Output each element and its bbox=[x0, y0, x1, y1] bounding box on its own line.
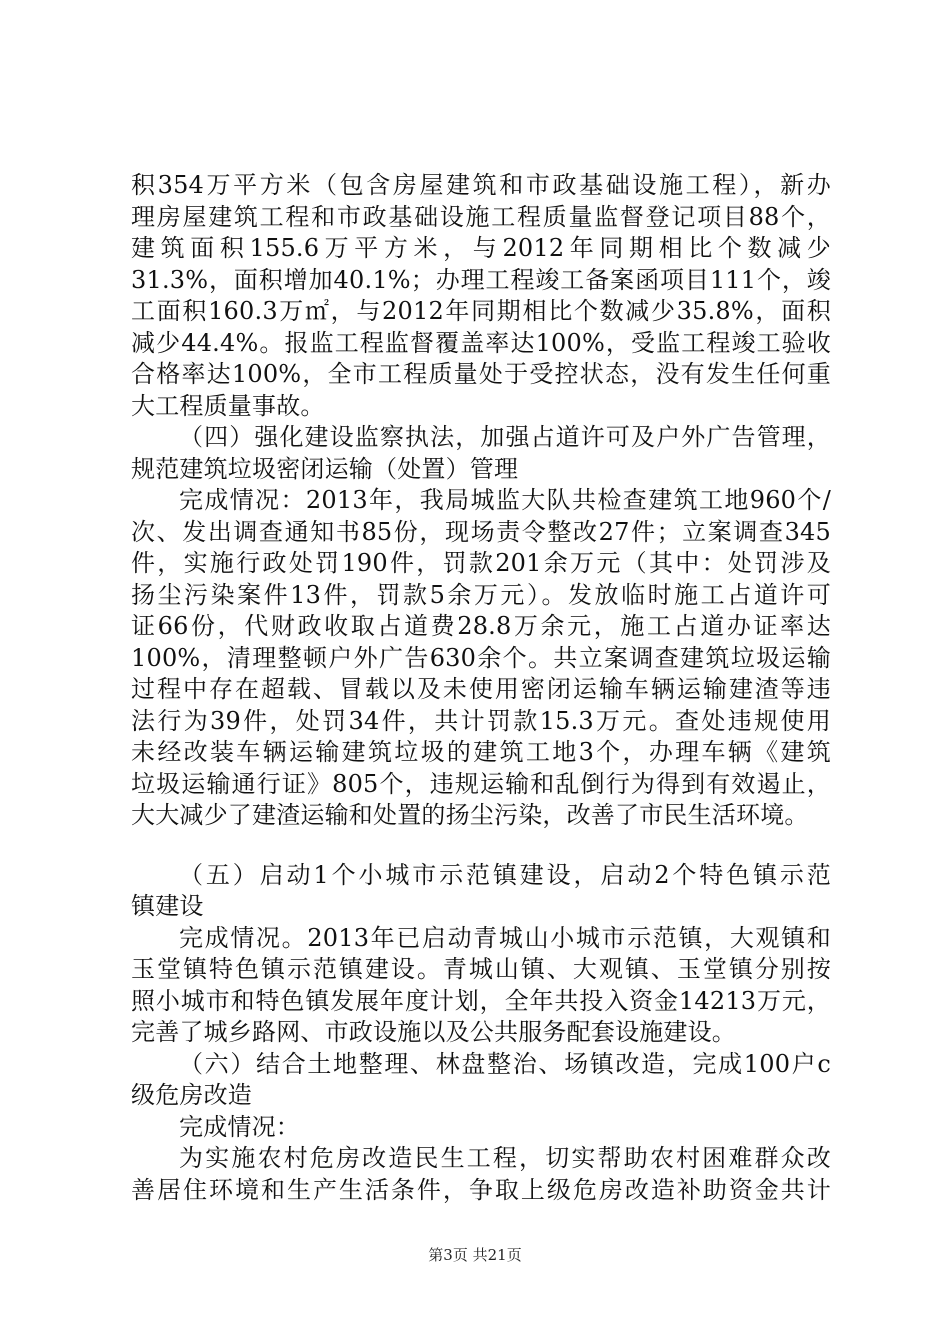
section-heading: （六）结合土地整理、林盘整治、场镇改造，完成100户c bbox=[179, 1049, 831, 1078]
paragraph-gap bbox=[131, 832, 831, 860]
section-heading: （四）强化建设监察执法，加强占道许可及户外广告管理， bbox=[179, 423, 831, 451]
text-line: 大大减少了建渣运输和处置的扬尘污染，改善了市民生活环境。 bbox=[131, 801, 809, 829]
text-line: 积354万平方米（包含房屋建筑和市政基础设施工程），新办 bbox=[131, 171, 831, 199]
text-line: 垃圾运输通行证》805个，违规运输和乱倒行为得到有效遏止， bbox=[131, 769, 831, 798]
text-line: 完善了城乡路网、市政设施以及公共服务配套设施建设。 bbox=[131, 1018, 736, 1046]
section-heading: 规范建筑垃圾密闭运输（处置）管理 bbox=[131, 454, 519, 483]
page-footer bbox=[0, 1245, 950, 1265]
text-line: 证66份，代财政收取占道费28.8万余元，施工占道办证率达 bbox=[131, 612, 831, 640]
section-heading: 级危房改造 bbox=[131, 1081, 252, 1109]
text-line: 扬尘污染案件13件，罚款5余万元）。发放临时施工占道许可 bbox=[131, 580, 831, 609]
text-line: 为实施农村危房改造民生工程，切实帮助农村困难群众改 bbox=[179, 1144, 831, 1172]
text-line: 建筑面积155.6万平方米，与2012年同期相比个数减少 bbox=[131, 234, 831, 262]
text-line: 工面积160.3万㎡，与2012年同期相比个数减少35.8%，面积 bbox=[131, 297, 831, 325]
document-body bbox=[131, 170, 831, 1206]
text-line: 理房屋建筑工程和市政基础设施工程质量监督登记项目88个， bbox=[131, 202, 831, 231]
text-line: 完成情况。2013年已启动青城山小城市示范镇，大观镇和 bbox=[179, 923, 831, 952]
text-line: 照小城市和特色镇发展年度计划，全年共投入资金14213万元， bbox=[131, 986, 831, 1015]
text-line: 完成情况：2013年，我局城监大队共检查建筑工地960个/ bbox=[179, 486, 831, 514]
text-line: 次、发出调查通知书85份，现场责令整改27件；立案调查345 bbox=[131, 517, 831, 546]
text-line: 31.3%，面积增加40.1%；办理工程竣工备案函项目111个，竣 bbox=[131, 265, 831, 294]
text-line: 件，实施行政处罚190件，罚款201余万元（其中：处罚涉及 bbox=[131, 549, 831, 577]
text-line: 过程中存在超载、冒载以及未使用密闭运输车辆运输建渣等违 bbox=[131, 675, 831, 703]
text-line: 玉堂镇特色镇示范镇建设。青城山镇、大观镇、玉堂镇分别按 bbox=[131, 955, 831, 983]
page-number: 第3页 共21页 bbox=[428, 1246, 522, 1264]
text-line: 未经改装车辆运输建筑垃圾的建筑工地3个，办理车辆《建筑 bbox=[131, 738, 831, 766]
text-line: 合格率达100%，全市工程质量处于受控状态，没有发生任何重 bbox=[131, 360, 831, 388]
text-line: 大工程质量事故。 bbox=[131, 391, 325, 420]
text-line: 减少44.4%。报监工程监督覆盖率达100%，受监工程竣工验收 bbox=[131, 328, 831, 357]
section-heading: （五）启动1个小城市示范镇建设，启动2个特色镇示范 bbox=[179, 860, 831, 889]
text-line: 100%，清理整顿户外广告630余个。共立案调查建筑垃圾运输 bbox=[131, 643, 831, 672]
text-line: 完成情况： bbox=[179, 1112, 300, 1141]
text-line: 法行为39件，处罚34件，共计罚款15.3万元。查处违规使用 bbox=[131, 706, 831, 735]
text-line: 善居住环境和生产生活条件，争取上级危房改造补助资金共计 bbox=[131, 1175, 831, 1204]
section-heading: 镇建设 bbox=[131, 892, 204, 920]
